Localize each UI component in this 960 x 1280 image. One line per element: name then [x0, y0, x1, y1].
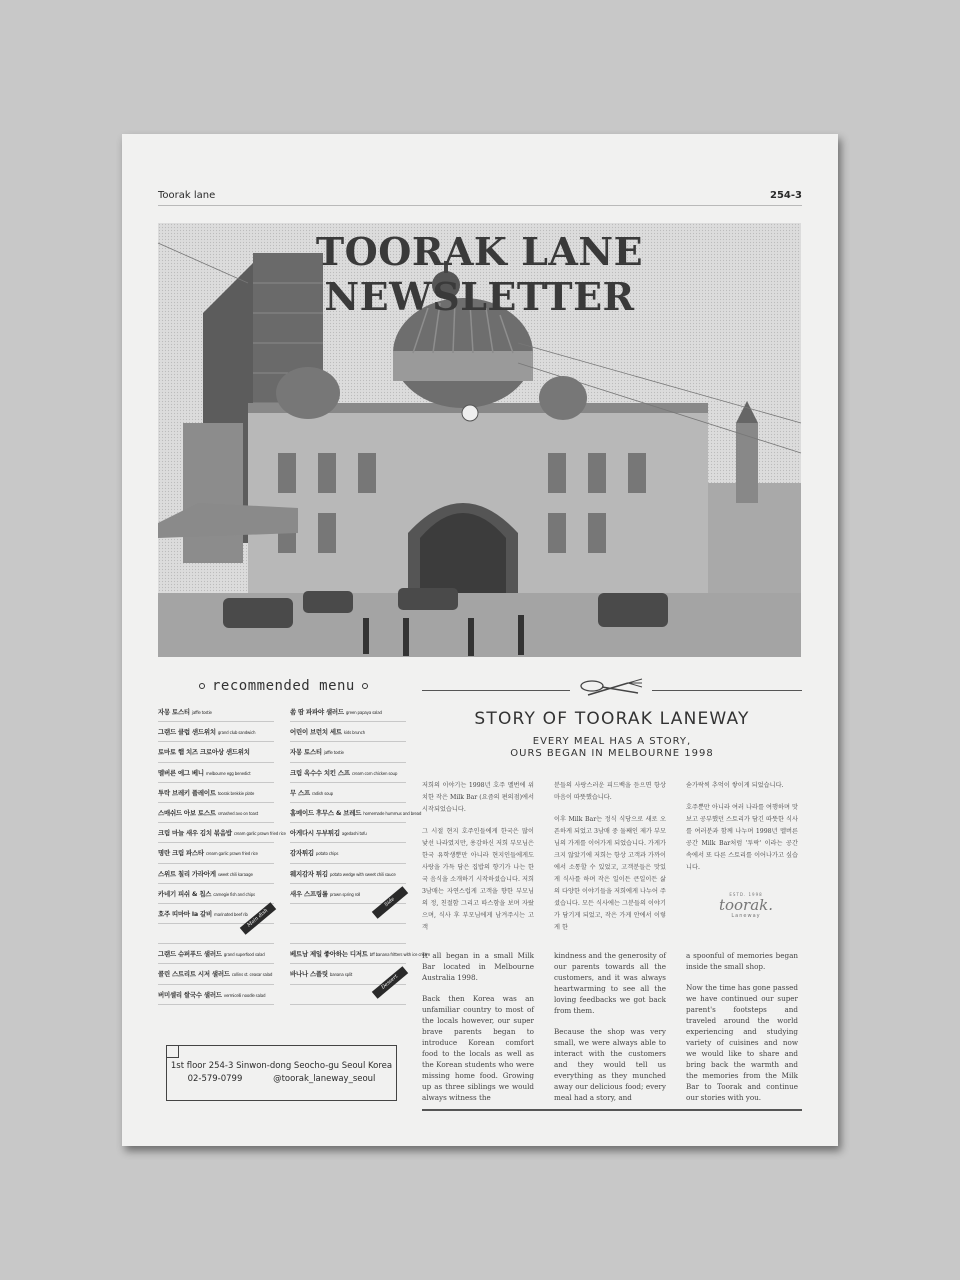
menu-column-right	[290, 702, 430, 1005]
story-korean-col-1	[422, 780, 534, 944]
menu-item: 토마토 햄 치즈 크로아상 샌드위치	[158, 742, 274, 762]
menu-item: 무 스프 radish soup	[290, 783, 406, 803]
header-number: 254-3	[770, 190, 802, 201]
bottom-rule	[422, 1109, 802, 1111]
story-english-col-1	[422, 950, 534, 1113]
story-english-col-2	[554, 950, 666, 1113]
ribbon-dessert: Dessert	[372, 966, 408, 999]
menu-title	[192, 678, 375, 694]
header-title: Toorak lane	[158, 190, 216, 201]
phone-number: 02-579-0799	[187, 1074, 243, 1084]
menu-item: 카네기 피쉬 & 칩스 carnegie fish and chips	[158, 884, 274, 904]
menu-item: 스매쉬드 아보 토스트 smashed avo on toast	[158, 803, 274, 823]
story-subtitle-line: OURS BEGAN IN MELBOURNE 1998	[510, 748, 714, 759]
menu-item: 어린이 브런치 세트 kids brunch	[290, 722, 406, 742]
paragraph: Because the shop was very small, we were always able to interact with the customers and they would tell us everything as they munched away our delicious food; every meal had a story, and	[554, 1027, 666, 1102]
story-korean-col-3	[686, 780, 798, 884]
paragraph: 숟가락씩 추억이 쌓이게 되었습니다.	[686, 782, 784, 789]
paragraph: 이후 Milk Bar는 정식 식당으로 새로 오픈하게 되었고 3남매 중 둘째인 제가 부모님의 가게를 이어가게 되었습니다. 가게가 크지 않았기에 저희는 항상 고객과 가까이에서 소통할 수 있었고, 고객분들은 맛있게 식사를 하며 작은 일이든 큰일이든 삶의 다양한 이야기들을 저희에게 나누어 주셨습니다. 모든 식사에는 그분들의 이야기가 담기게 되었고, 작은 가게 안에서 이렇게 한	[554, 816, 666, 931]
menu-item: 투락 브레키 플레이트 toorak brekkie plate	[158, 783, 274, 803]
menu-item: 홈메이드 후무스 & 브레드 homemade hummus and bread	[290, 803, 406, 823]
logo-subtitle: Laneway	[731, 913, 761, 919]
corner-fold-icon	[167, 1046, 179, 1058]
ribbon-main-dish: Main dish	[240, 902, 276, 935]
address-line: 1st floor 254-3 Sinwon-dong Seocho-gu Seoul Korea	[170, 1061, 393, 1071]
menu-item: 베트남 제일 좋아하는 디저트 bff banana fritters with ice cream	[290, 944, 406, 964]
newsletter-page	[122, 134, 838, 1146]
menu-column-left	[158, 702, 286, 1005]
menu-title-text: recommended menu	[212, 678, 355, 694]
menu-item: 호주 띠마마 la 갈비 marinated beef rib	[158, 904, 274, 924]
story-subtitle	[422, 736, 802, 760]
paragraph: It all began in a small Milk Bar located in Melbourne Australia 1998.	[422, 951, 534, 982]
paragraph: 호주뿐만 아니라 여러 나라를 여행하며 맛보고 공부했던 스토리가 담긴 따뜻한 식사를 여러분과 함께 나누며 1998년 멜버른 공간 Milk Bar처럼 '투락' 이라는 공간 속에서 또 다른 스토리를 이어나가고 싶습니다.	[686, 804, 798, 871]
paragraph: 그 시절 현지 호주인들에게 한국은 많이 낯선 나라였지만, 용감하신 저희 부모님은 한국 유학생뿐만 아니라 현지인들에게도 사랑을 가득 담은 집밥의 향기가 나는 한국 음식을 소개하기 시작하셨습니다. 저희 3남매는 자연스럽게 고객을 향한 부모님의 정, 친절함 그리고 따스함을 보며 자랐으며, 식사 후 부모님에게 남겨주시는 고객	[422, 828, 534, 931]
menu-item	[158, 924, 274, 944]
menu-item: 감자튀김 potato chips	[290, 843, 406, 863]
logo-estd: ESTD. 1998	[729, 892, 763, 897]
story-korean-col-2	[554, 780, 666, 944]
paragraph: 분들의 사랑스러운 피드백을 듣으면 항상 마음이 따뜻했습니다.	[554, 782, 666, 801]
menu-item: 아게다시 두부튀김 agedashi tofu	[290, 823, 406, 843]
instagram-handle: @toorak_laneway_seoul	[273, 1074, 376, 1084]
page-header	[158, 190, 802, 206]
ribbon-side: Side	[372, 886, 408, 919]
toorak-logo	[716, 892, 776, 919]
menu-item: 자몽 토스티 jaffle tostie	[290, 742, 406, 762]
paragraph: kindness and the generosity of our parents towards all the customers, and it was always heartwarming to see all the loving feedbacks we got back from them.	[554, 951, 666, 1015]
bullet-icon	[199, 683, 205, 689]
logo-wordmark: toorak.	[718, 896, 774, 914]
paragraph: a spoonful of memories began inside the small shop.	[686, 951, 798, 971]
menu-item: 크림 마늘 새우 김치 볶음밥 cream garlic prawn fried rice	[158, 823, 274, 843]
paragraph: 저희의 이야기는 1998년 호주 멜번에 위치한 작은 Milk Bar (요즘의 편의점)에서 시작되었습니다.	[422, 782, 534, 813]
menu-item: 크림 옥수수 치킨 스프 cream corn chicken soup	[290, 763, 406, 783]
contact-row	[167, 1073, 396, 1086]
menu-item: 그랜드 클럽 샌드위치 grand club sandwich	[158, 722, 274, 742]
menu-item: 콜린 스트리트 시저 샐러드 collins st. ceasar salad	[158, 964, 274, 984]
paragraph: Back then Korea was an unfamiliar country to most of the locals however, our super brave parents began to introduce Korean comfort food to the locals as well as the Korean students who were missing home food. Growing up as three siblings we would always witness the	[422, 994, 534, 1102]
menu-item: 자몽 토스티 jaffle tostie	[158, 702, 274, 722]
menu-item: 새우 스프링롤 prawn spring roll	[290, 884, 406, 904]
menu-item: 바나나 스플릿 banana split	[290, 964, 406, 984]
story-subtitle-line: EVERY MEAL HAS A STORY,	[532, 736, 692, 747]
bullet-icon	[362, 683, 368, 689]
menu-item: 그랜드 슈퍼푸드 샐러드 grand superfood salad	[158, 944, 274, 964]
menu-item: 멜버른 에그 베니 melbourne egg benedict	[158, 763, 274, 783]
story-english-col-3	[686, 950, 798, 1113]
menu-item: 명란 크림 파스타 cream garlic prawn fried rice	[158, 843, 274, 863]
address-box	[166, 1045, 397, 1101]
masthead-title: TOORAK LANE NEWSLETTER	[315, 229, 644, 319]
cutlery-icon	[578, 677, 646, 699]
hero-photo	[158, 223, 801, 657]
menu-item: 버미셀리 쌀국수 샐러드 vermicelli noodle salad	[158, 985, 274, 1005]
menu-item	[290, 924, 406, 944]
paragraph: Now the time has gone passed we have continued our super parent's footsteps and traveled around the world experiencing and studying variety of cuisines and now we would like to share and bring back the warmth and the memories from the Milk Bar to Toorak and continue our stories with you.	[686, 983, 798, 1102]
story-title: STORY OF TOORAK LANEWAY	[474, 709, 750, 729]
menu-item: 쏨 땀 파파야 샐러드 green papaya salad	[290, 702, 406, 722]
divider-line	[422, 690, 570, 691]
divider-line	[652, 690, 802, 691]
menu-item: 웨지감자 튀김 potato wedge with sweet chili sauce	[290, 864, 406, 884]
menu-item: 스위트 칠리 가라아게 sweet chili karaage	[158, 864, 274, 884]
